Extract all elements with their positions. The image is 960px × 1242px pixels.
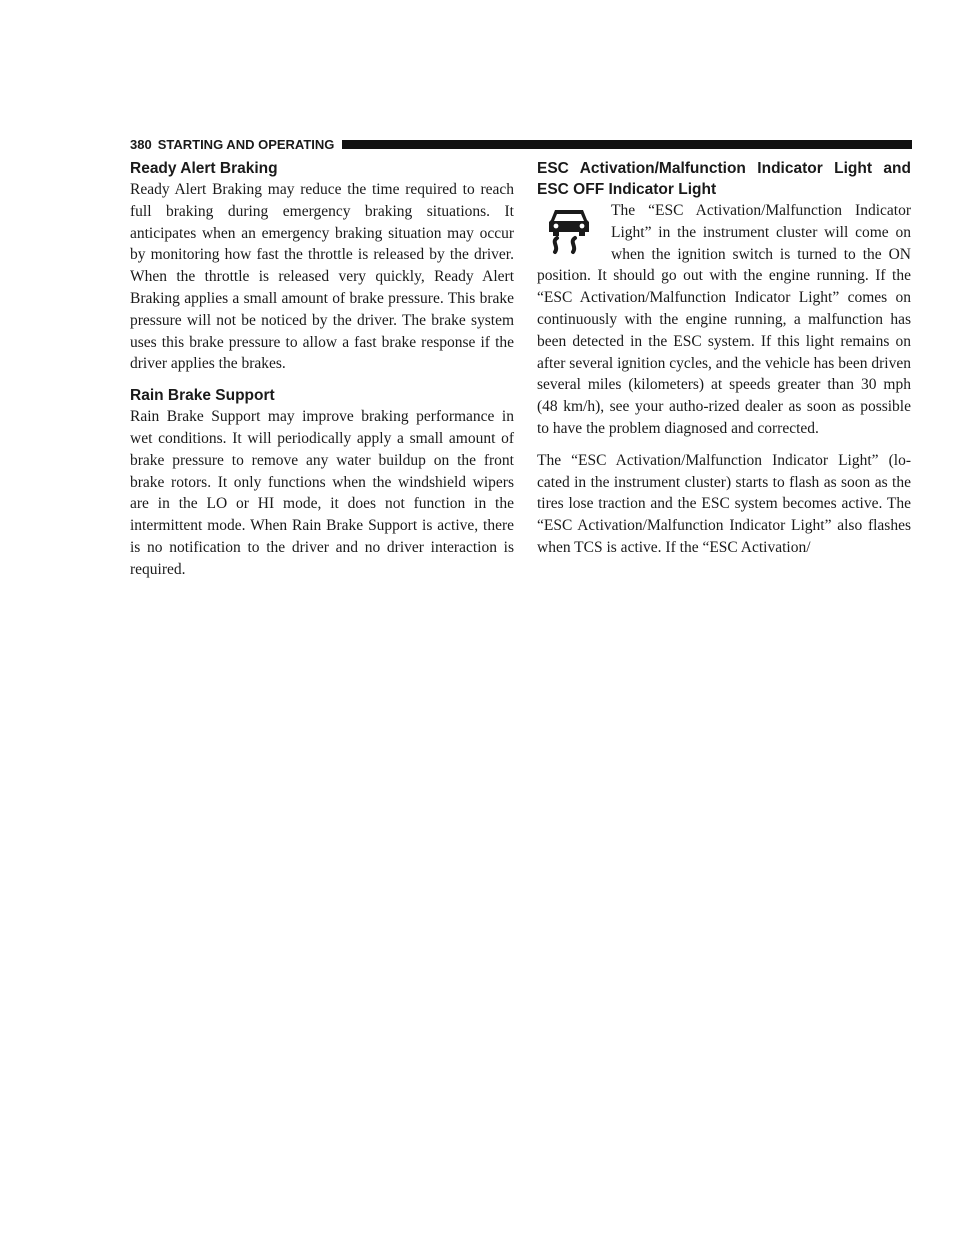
right-column: [537, 158, 911, 569]
left-column: [130, 158, 514, 591]
header-rule: [342, 140, 912, 149]
page-header: [130, 134, 912, 154]
section-title: STARTING AND OPERATING: [157, 136, 335, 152]
esc-paragraph-1: The “ESC Activation/Malfunction Indicator Light” in the instrument cluster will come on when the ignition switch is turned to the ON position. It should go out with the engine running. If the “ESC Activation/Malfunction Indicator Light” comes on continuously with the engine running, a malfunction has been detected in the ESC system. If this light remains on after several ignition cycles, and the vehicle has been driven several miles (kilometers) at speeds greater than 30 mph (48 km/h), see your autho-rized dealer as soon as possible to have the problem diagnosed and corrected.: [537, 202, 911, 437]
page-number: 380: [130, 136, 152, 152]
ready-alert-heading: Ready Alert Braking: [130, 160, 278, 177]
rain-brake-heading: Rain Brake Support: [130, 387, 275, 405]
esc-heading: ESC Activation/Malfunction Indicator Light and ESC OFF Indicator Light: [537, 160, 911, 198]
esc-paragraph-2: The “ESC Activation/Malfunction Indicator Light” (lo-cated in the instrument cluster) starts to flash as soon as the tires lose traction and the ESC system becomes active. The “ESC Activation/Malfunction Indicator Light” also flashes when TCS is active. If the “ESC Activation/: [537, 451, 911, 556]
rain-brake-body: Rain Brake Support may improve braking performance in wet conditions. It will periodically apply a small amount of brake pressure to remove any water buildup on the front brake rotors. It only functions when the windshield wipers are in the LO or HI mode, it does not function in the intermittent mode. When Rain Brake Support is active, there is no notification to the driver and no driver interaction is required.: [130, 408, 514, 578]
esc-skid-car-icon: [547, 206, 599, 264]
ready-alert-body: Ready Alert Braking may reduce the time required to reach full braking during emergency braking situations. It anticipates when an emergency braking situation may occur by monitoring how fast the throttle is released by the driver. When the throttle is released very quickly, Ready Alert Braking applies a small amount of brake pressure. This brake pressure will not be noticed by the driver. The brake system uses this brake pressure to allow a fast brake response if the driver applies the brakes.: [130, 181, 514, 373]
